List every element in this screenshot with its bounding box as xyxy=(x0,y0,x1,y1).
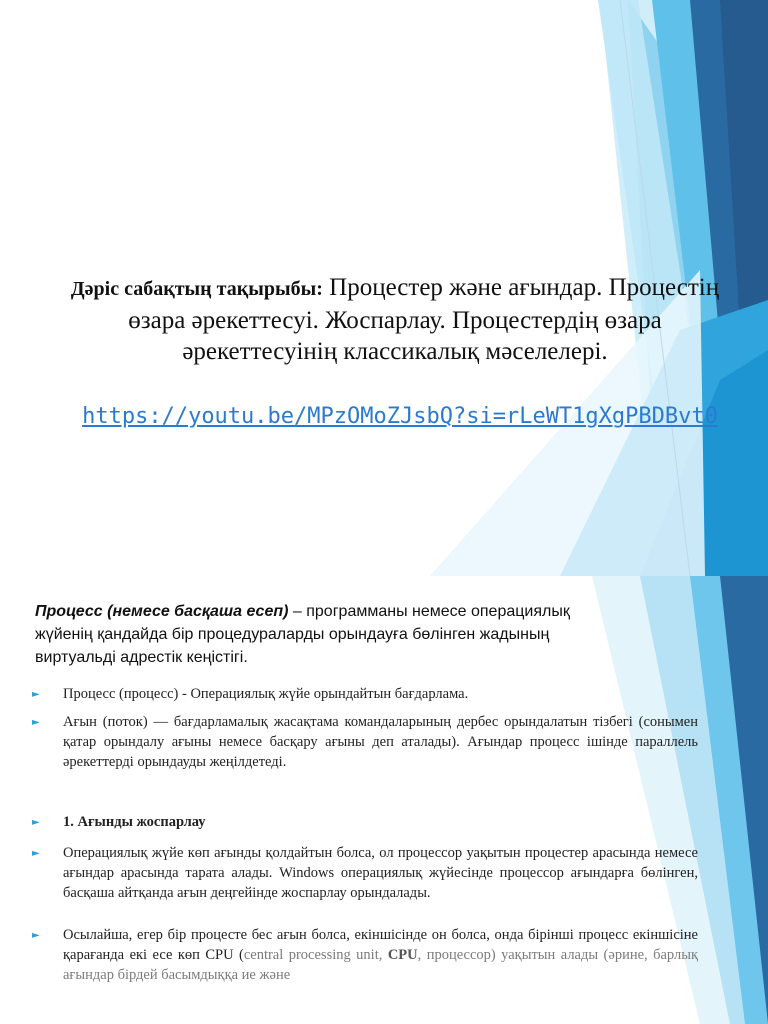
bullet-text: Операциялық жүйе көп ағынды қолдайтын болса, ол процессор уақытын процестер арасында немесе ағындар арасында тарата алады. Windows операциялық жүйесінде процессор ағындарға бөлінген, басқаша айтқанда ағын деңгейінде жоспарлау орындалады. xyxy=(63,845,698,901)
lecture-title-label: Дәріс сабақтың тақырыбы: xyxy=(70,278,323,300)
list-item xyxy=(30,684,698,704)
list-item xyxy=(30,712,698,772)
arrow-bullet-icon: ► xyxy=(32,930,40,941)
content-slide xyxy=(0,576,768,1024)
list-item xyxy=(30,925,698,985)
lecture-title-text: Процестер және ағындар. Процестің өзара әрекеттесуі. Жоспарлау. Процестердің өзара әрекеттесуінің классикалық мәселелері. xyxy=(128,274,720,365)
process-definition xyxy=(35,600,625,669)
list-item xyxy=(30,843,698,903)
bullet-list xyxy=(30,684,698,985)
bullet-text: 1. Ағынды жоспарлау xyxy=(63,814,206,830)
bullet-text-grey: central processing unit, xyxy=(243,947,388,963)
bullet-text-cpu: CPU xyxy=(387,947,418,963)
arrow-bullet-icon: ► xyxy=(32,717,40,728)
bullet-text-grey: , процессор) уақытын алады (әрине, барлық ағындар бірдей басымдыққа ие және xyxy=(63,947,698,983)
arrow-bullet-icon: ► xyxy=(32,689,40,700)
bullet-text: Процесс (процесс) - Операциялық жүйе орындайтын бағдарлама. xyxy=(63,686,469,702)
list-item xyxy=(30,812,698,832)
bullet-text: Осылайша, егер бір процесте бес ағын болса, екіншісінде он болса, онда бірінші процесс екіншісіне қарағанда екі есе көп CPU ( xyxy=(63,927,698,963)
bullet-text: Ағын (поток) — бағдарламалық жасақтама командаларының дербес орындалатын тізбегі (сонымен қатар орындалу ағыны немесе басқару ағыны деп аталады). Ағындар процесс ішінде параллель әрекеттерді орындауды жеңілдетеді. xyxy=(63,714,698,770)
process-definition-text: – программаны немесе операциялық жүйенің қандайда бір процедураларды орындауға бөлінген жадының виртуальді адрестік кеңістігі. xyxy=(35,603,570,666)
process-term: Процесс (немесе басқаша есеп) xyxy=(35,603,289,620)
youtube-link[interactable]: https://youtu.be/MPzOMoZJsbQ?si=rLeWT1gXgPBDBvt0 xyxy=(82,404,718,429)
arrow-bullet-icon: ► xyxy=(32,817,40,828)
arrow-bullet-icon: ► xyxy=(32,848,40,859)
lecture-title xyxy=(70,272,720,367)
